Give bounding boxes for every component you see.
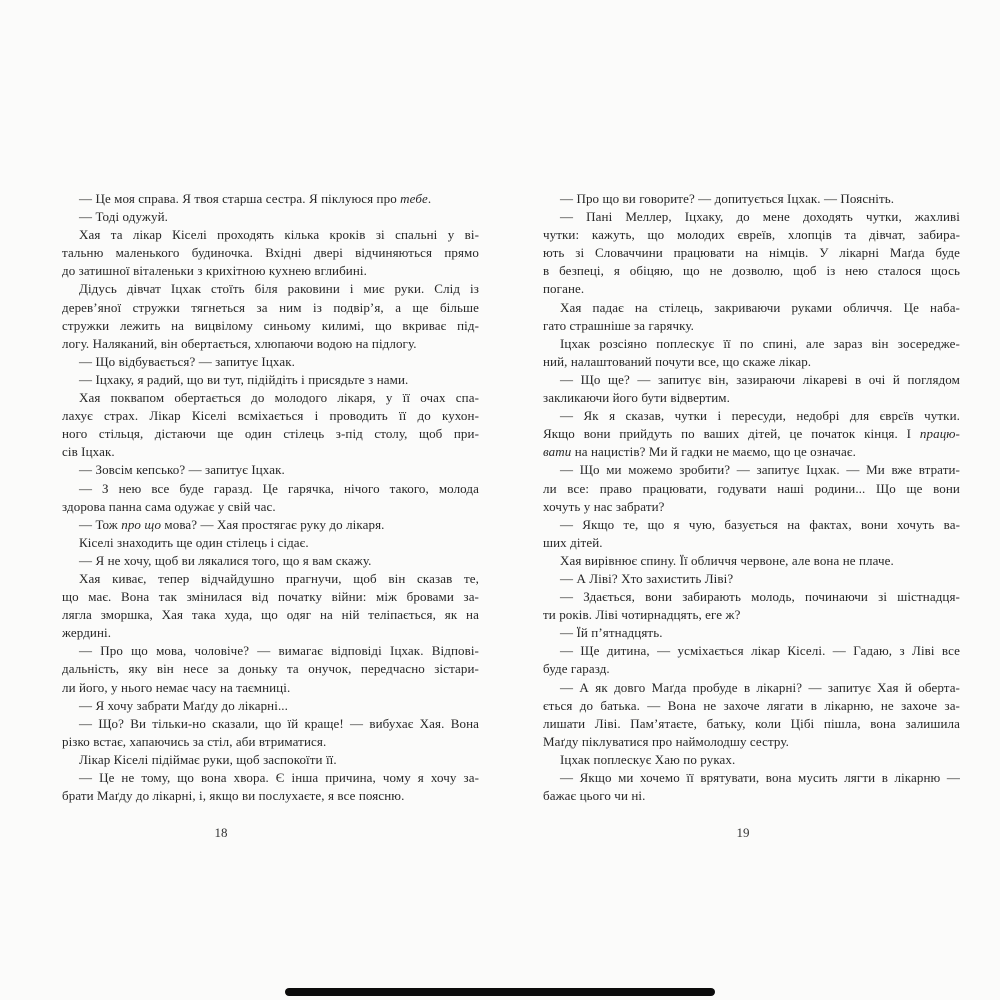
text-line: вати на нацистів? Ми й гадки не маємо, що це означає. xyxy=(543,444,856,460)
text-line: ли його, у нього немає часу на таємниці. xyxy=(62,679,291,695)
page-right-text xyxy=(543,190,960,805)
text-line: Лікар Кіселі підіймає руки, щоб заспокоїти її. xyxy=(79,751,337,767)
text-line: — Це моя справа. Я твоя старша сестра. Я піклуюся про тебе. xyxy=(79,191,432,206)
text-line: — Про що ви говорите? — допитується Іцхак. — Поясніть. xyxy=(560,191,895,206)
text-line: — Зовсім кепсько? — запитує Іцхак. xyxy=(79,462,285,478)
text-line: — Тоді одужуй. xyxy=(79,209,168,225)
home-indicator-bar[interactable] xyxy=(285,988,715,996)
text-line: до затишної віталеньки з крихітною кухнею вглибині. xyxy=(62,263,367,279)
text-line: ли все: право працювати, годувати наші родини... Що ще вони xyxy=(543,480,960,496)
text-line: — Тож про що мова? — Хая простягає руку до лікаря. xyxy=(79,516,385,532)
text-line: бажає цього чи ні. xyxy=(543,788,646,804)
page-number-right: 19 xyxy=(736,825,750,840)
text-line: — Пані Меллер, Іцхаку, до мене доходять чутки, жахливі xyxy=(560,209,960,225)
text-line: Хая падає на стілець, закриваючи руками обличчя. Це наба- xyxy=(560,299,960,315)
text-line: Кіселі знаходить ще один стілець і сідає. xyxy=(79,534,309,550)
text-line: стружки лежить на вицвілому синьому килимі, що вкриває під- xyxy=(62,317,479,333)
text-line: гато страшніше за гарячку. xyxy=(543,317,694,333)
text-line: ти років. Ліві чотирнадцять, еге ж? xyxy=(543,607,741,623)
text-line: — Ще дитина, — усміхається лікар Кіселі. — Гадаю, з Ліві все xyxy=(560,643,960,659)
text-line: — Я не хочу, щоб ви лякалися того, що я вам скажу. xyxy=(79,552,372,568)
text-line: різко встає, хапаючись за стіл, аби втриматися. xyxy=(62,733,327,749)
text-line: Маґду піклуватися про наймолодшу сестру. xyxy=(543,733,790,749)
text-line: — А Ліві? Хто захистить Ліві? xyxy=(560,570,734,586)
text-line: що має. Вона так змінилася від початку війни: між бровами за- xyxy=(62,589,479,605)
text-line: здорова панна сама одужає у свій час. xyxy=(62,498,276,514)
text-line: в безпеці, я обіцяю, що не дозволю, щоб із нею сталося щось xyxy=(543,263,960,279)
text-line: брати Маґду до лікарні, і, якщо ви послухаєте, я все поясню. xyxy=(62,788,405,804)
text-line: ний, налаштований почути все, що скаже лікар. xyxy=(543,353,812,369)
text-line: буде гаразд. xyxy=(543,661,610,677)
text-line: — Якщо те, що я чую, базується на фактах, вони хочуть ва- xyxy=(560,516,960,532)
text-line: — Іцхаку, я радий, що ви тут, підійдіть і присядьте з нами. xyxy=(79,371,409,387)
text-line: лягла зморшка, Хая така худа, що одяг на ній теліпається, як на xyxy=(62,607,479,623)
text-line: Хая вирівнює спину. Її обличчя червоне, але вона не плаче. xyxy=(560,552,894,568)
text-line: — Що відбувається? — запитує Іцхак. xyxy=(79,353,295,369)
text-line: Іцхак поплескує Хаю по руках. xyxy=(560,751,736,767)
text-line: логу. Наляканий, він обертається, хлюпаючи водою на підлогу. xyxy=(62,335,417,351)
text-line: Хая та лікар Кіселі проходять кілька кроків зі спальні у ві- xyxy=(79,227,479,243)
text-line: — Як я сказав, чутки і пересуди, недобрі для єврєїв чутки. xyxy=(560,408,960,424)
text-line: Хая поквапом обертається до молодого лікаря, у її очах спа- xyxy=(79,390,479,406)
text-line: — Їй п’ятнадцять. xyxy=(560,625,663,641)
text-line: — А як довго Маґда пробуде в лікарні? — запитує Хая й оберта- xyxy=(560,679,960,695)
text-line: ють зі Словаччини працювати на німців. У лікарні Маґда буде xyxy=(543,245,960,261)
text-line: ших дітей. xyxy=(543,534,603,550)
text-line: Якщо вони прийдуть по ваших дітей, це початок кінця. І працю- xyxy=(543,426,960,442)
text-line: дерев’яної стружки тягнеться за ним із подвір’я, а ще більше xyxy=(62,299,479,315)
text-line: — Я хочу забрати Маґду до лікарні... xyxy=(79,697,288,713)
text-line: хочуть у нас забрати? xyxy=(543,498,665,514)
page-number-left: 18 xyxy=(214,825,228,840)
text-line: тальню маленького будиночка. Вхідні двері відчиняються прямо xyxy=(62,245,479,261)
text-line: погане. xyxy=(543,281,585,297)
text-line: — Це не тому, що вона хвора. Є інша причина, чому я хочу за- xyxy=(79,770,479,785)
text-line: закликаючи його бути відвертим. xyxy=(543,390,730,406)
text-line: сів Іцхак. xyxy=(62,444,115,460)
text-line: — Що ми можемо зробити? — запитує Іцхак. — Ми вже втрати- xyxy=(560,462,960,478)
text-line: Іцхак розсіяно поплескує її по спині, але зараз він зосередже- xyxy=(560,335,960,351)
page-left-text xyxy=(62,190,479,805)
text-line: жердині. xyxy=(62,625,112,641)
text-line: — Що ще? — запитує він, зазираючи лікареві в очі й поглядом xyxy=(560,371,960,387)
text-line: — З нею все буде гаразд. Це гарячка, нічого такого, молода xyxy=(79,480,479,496)
text-line: — Що? Ви тільки-но сказали, що їй краще! — вибухає Хая. Вона xyxy=(79,715,479,731)
text-line: Хая киває, тепер відчайдушно прагнучи, щоб він сказав те, xyxy=(79,570,479,586)
text-line: чутки: кажуть, що молодих євреїв, хлопців та дівчат, забира- xyxy=(543,227,960,243)
text-line: дальність, яку він несе за доньку та онучок, передчасно зістари- xyxy=(62,661,479,677)
text-line: ється до батька. — Вона не захоче лягати в лікарню, не захоче за- xyxy=(543,697,960,713)
text-line: лишати Ліві. Пам’ятаєте, батьку, коли Цібі пішла, вона залишила xyxy=(543,715,960,731)
text-line: — Здається, вони забирають молодь, починаючи зі шістнадця- xyxy=(560,589,960,605)
text-line: — Якщо ми хочемо її врятувати, вона мусить лягти в лікарню — xyxy=(560,770,960,785)
text-line: — Про що мова, чоловіче? — вимагає відповіді Іцхак. Відпові- xyxy=(79,643,479,659)
text-line: лахує страх. Лікар Кіселі всміхається і проводить її до кухон- xyxy=(62,408,479,424)
text-line: ного стільця, дістаючи ще один стілець з-під столу, щоб при- xyxy=(62,426,479,442)
text-line: Дідусь дівчат Іцхак стоїть біля раковини і миє руки. Слід із xyxy=(79,281,479,297)
